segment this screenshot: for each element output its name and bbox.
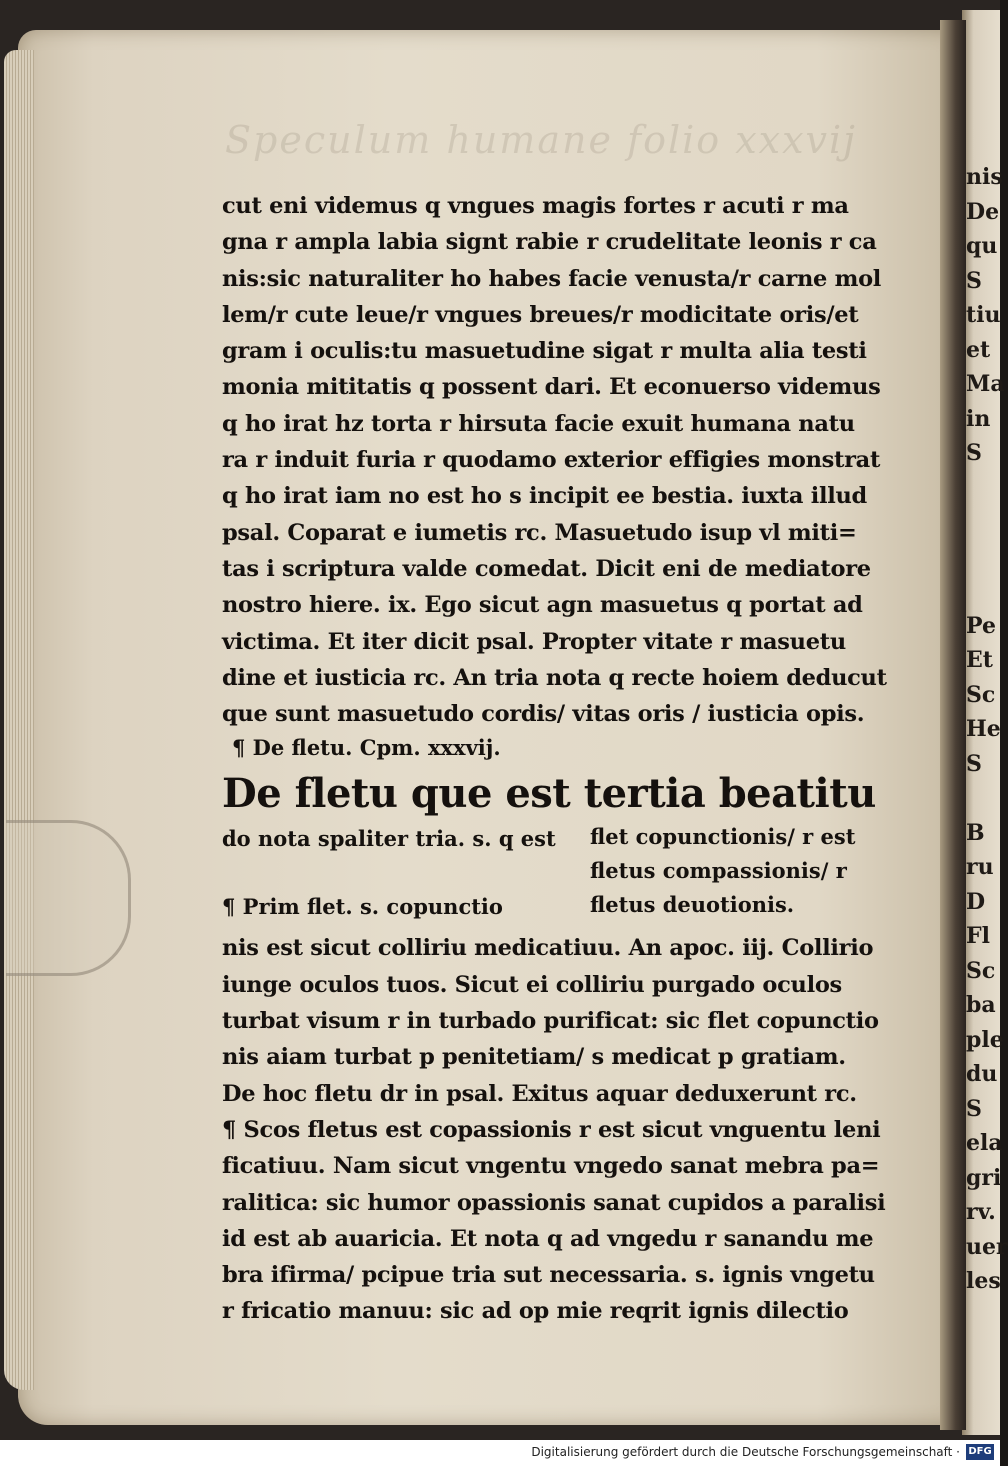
text-line: ralitica: sic humor opassionis sanat cupidos a paralisi [222, 1189, 886, 1216]
chapter-heading: ¶ De fletu. Cpm. xxxvij. [232, 735, 501, 761]
text-line: gram i oculis:tu masuetudine sigat r multa alia testi [222, 338, 867, 365]
text-line: turbat visum r in turbado purificat: sic flet copunctio [222, 1008, 879, 1035]
text-line: psal. Coparat e iumetis rc. Masuetudo isup vl miti= [222, 519, 857, 546]
text-line: B [966, 819, 985, 846]
text-line [966, 505, 1000, 540]
text-line: bra ifirma/ pcipue tria sut necessaria. s. ignis vngetu [222, 1262, 875, 1289]
text-line: gri [966, 1164, 1002, 1191]
chapter-title: De fletu que est tertia beatitu [222, 770, 876, 818]
bleed-through-header: Speculum humane folio xxxvij [225, 118, 857, 162]
text-line: tas i scriptura valde comedat. Dicit eni de mediatore [222, 555, 871, 582]
text-line: flet copunctionis/ r est [590, 824, 856, 850]
text-line: Ma [966, 371, 1005, 397]
bracket-block [222, 820, 882, 930]
text-line: rv. [966, 1199, 996, 1225]
text-line: q ho irat iam no est ho s incipit ee bestia. iuxta illud [222, 483, 867, 510]
text-line: nis:sic naturaliter ho habes facie venusta/r carne mol [222, 265, 882, 292]
text-line: monia mititatis q possent dari. Et econuerso videmus [222, 374, 881, 401]
text-line: r fricatio manuu: sic ad op mie reqrit ignis dilectio [222, 1298, 849, 1325]
text-line: les [966, 1268, 1001, 1294]
text-line: uer [966, 1233, 1008, 1260]
text-line: ra r induit furia r quodamo exterior effigies monstrat [222, 447, 881, 474]
text-line: De [966, 198, 1000, 225]
text-line: Pe [966, 612, 996, 639]
text-line: ¶ Scos fletus est copassionis r est sicut vnguentu leni [222, 1116, 881, 1143]
text-line: fletus compassionis/ r [590, 858, 847, 884]
text-line: ela [966, 1130, 1003, 1156]
text-line: iunge oculos tuos. Sicut ei colliriu purgado oculos [222, 971, 842, 998]
text-line: nis aiam turbat p penitetiam/ s medicat p gratiam. [222, 1044, 846, 1071]
text-line: q ho irat hz torta r hirsuta facie exuit humana natu [222, 410, 855, 437]
text-line: du [966, 1061, 998, 1087]
text-line: D [966, 888, 986, 915]
text-line: victima. Et iter dicit psal. Propter vitate r masuetu [222, 628, 846, 655]
text-line [966, 471, 1000, 506]
text-line: nis est sicut colliriu medicatiuu. An apoc. iij. Collirio [222, 935, 874, 962]
text-line: id est ab auaricia. Et nota q ad vngedu r sanandu me [222, 1225, 874, 1252]
clasp-strap [6, 820, 131, 976]
text-line: fletus deuotionis. [590, 892, 795, 918]
dfg-logo: DFG [966, 1444, 994, 1460]
text-line: Sc [966, 681, 996, 708]
text-line: tiu [966, 302, 1001, 328]
text-line: ru [966, 854, 994, 880]
text-line: S [966, 440, 982, 466]
text-line: ple [966, 1026, 1004, 1053]
text-line [966, 781, 1000, 816]
text-line: gna r ampla labia signt rabie r crudelitate leonis r ca [222, 229, 877, 256]
title-continuation: do nota spaliter tria. s. q est [222, 826, 556, 852]
text-line: nis [966, 164, 1003, 190]
text-line: que sunt masuetudo cordis/ vitas oris / iusticia opis. [222, 701, 865, 728]
text-line: De hoc fletu dr in psal. Exitus aquar deduxerunt rc. [222, 1080, 857, 1107]
text-line: Sc [966, 957, 996, 984]
text-line: qu [966, 233, 998, 259]
right-page-text [966, 160, 1008, 1299]
text-line: S [966, 750, 982, 777]
text-line: dine et iusticia rc. An tria nota q recte hoiem deducut [222, 664, 887, 691]
text-line: Fl [966, 923, 990, 949]
bracket-items [590, 820, 855, 922]
book-gutter [940, 20, 966, 1430]
text-line: lem/r cute leue/r vngues breues/r modicitate oris/et [222, 301, 859, 328]
subsection-lead: ¶ Prim flet. s. copunctio [222, 894, 503, 920]
main-paragraph [222, 188, 887, 732]
footer-credit: Digitalisierung gefördert durch die Deutsche Forschungsgemeinschaft · [531, 1445, 960, 1459]
text-line: He [966, 716, 1001, 742]
text-line: Et [966, 647, 993, 673]
text-line: S [966, 267, 982, 294]
text-line: et [966, 336, 991, 363]
body-paragraph [222, 930, 886, 1329]
text-line [966, 540, 1000, 575]
text-line: nostro hiere. ix. Ego sicut agn masuetus q portat ad [222, 592, 863, 619]
text-line: S [966, 1095, 982, 1122]
page-edges [4, 50, 34, 1390]
text-line: ba [966, 992, 996, 1018]
text-line [966, 574, 1000, 609]
footer-bar [0, 1440, 1000, 1466]
page-text [222, 188, 887, 1330]
text-line: cut eni videmus q vngues magis fortes r acuti r ma [222, 193, 849, 219]
text-line: in [966, 405, 991, 432]
text-line: ficatiuu. Nam sicut vngentu vngedo sanat mebra pa= [222, 1153, 880, 1180]
